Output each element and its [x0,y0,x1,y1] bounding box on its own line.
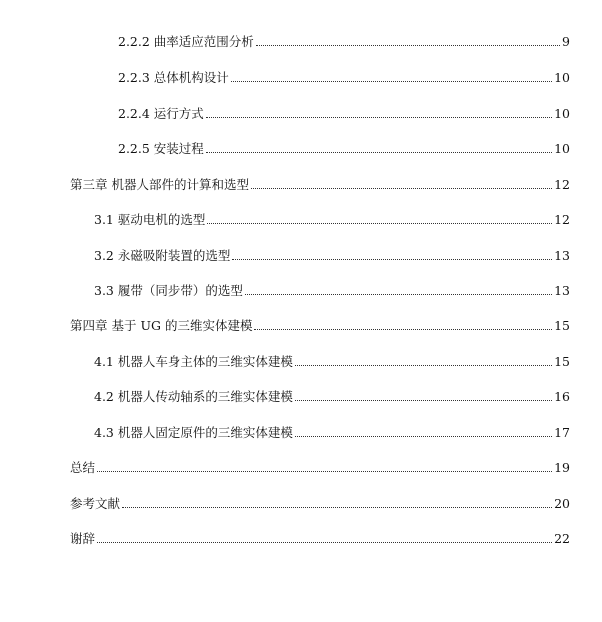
toc-entry-label: 2.2.2 曲率适应范围分析 [118,34,254,49]
toc-entry [70,177,570,193]
toc-entry-label: 第三章 机器人部件的计算和选型 [70,177,249,192]
toc-entry-label: 2.2.3 总体机构设计 [118,70,229,85]
toc-entry-page: 13 [554,283,570,298]
toc-entry [118,141,570,157]
dot-leader [232,259,552,260]
dot-leader [97,542,552,543]
dot-leader [206,152,552,153]
toc-entry-label: 2.2.4 运行方式 [118,106,204,121]
toc-entry [118,70,570,86]
toc-entry [94,283,570,299]
toc-entry-label: 4.2 机器人传动轴系的三维实体建模 [94,389,293,404]
toc-entry-label: 参考文献 [70,496,121,511]
toc-entry-page: 9 [562,34,570,49]
toc-entry [118,34,570,50]
dot-leader [295,400,552,401]
toc-entry-page: 15 [554,318,570,333]
toc-entry-label: 3.2 永磁吸附装置的选型 [94,248,231,263]
dot-leader [122,507,552,508]
toc-entry [70,318,570,334]
toc-entry-page: 10 [554,70,570,85]
toc-entry-label: 3.3 履带（同步带）的选型 [94,283,243,298]
toc-entry-label: 4.3 机器人固定原件的三维实体建模 [94,425,293,440]
toc-entry-page: 13 [554,248,570,263]
dot-leader [295,436,552,437]
toc-entry-label: 谢辞 [70,531,96,546]
dot-leader [97,471,552,472]
toc-entry [94,354,570,370]
toc-entry [70,496,570,512]
toc-entry-page: 22 [554,531,570,546]
toc-entry [70,460,570,476]
toc-entry-page: 12 [554,177,570,192]
toc-entry-page: 15 [554,354,570,369]
toc-entry-label: 第四章 基于 UG 的三维实体建模 [70,318,253,333]
dot-leader [295,365,552,366]
toc-entry-page: 19 [554,460,570,475]
toc-entry-page: 20 [554,496,570,511]
toc-entry [118,106,570,122]
toc-entry [94,425,570,441]
toc-entry-label: 4.1 机器人车身主体的三维实体建模 [94,354,293,369]
toc-entry-page: 16 [554,389,570,404]
toc-entry [94,248,570,264]
dot-leader [256,45,560,46]
toc-entry-page: 10 [554,141,570,156]
dot-leader [251,188,552,189]
toc-entry-page: 12 [554,212,570,227]
dot-leader [245,294,552,295]
dot-leader [231,81,552,82]
toc-entry [94,389,570,405]
toc-entry-label: 3.1 驱动电机的选型 [94,212,206,227]
dot-leader [207,223,552,224]
toc-entry [94,212,570,228]
dot-leader [254,329,552,330]
toc-entry-page: 10 [554,106,570,121]
dot-leader [206,117,552,118]
toc-entry-label: 2.2.5 安装过程 [118,141,204,156]
toc-entry-page: 17 [554,425,570,440]
toc-entry-label: 总结 [70,460,96,475]
toc-entry [70,531,570,547]
